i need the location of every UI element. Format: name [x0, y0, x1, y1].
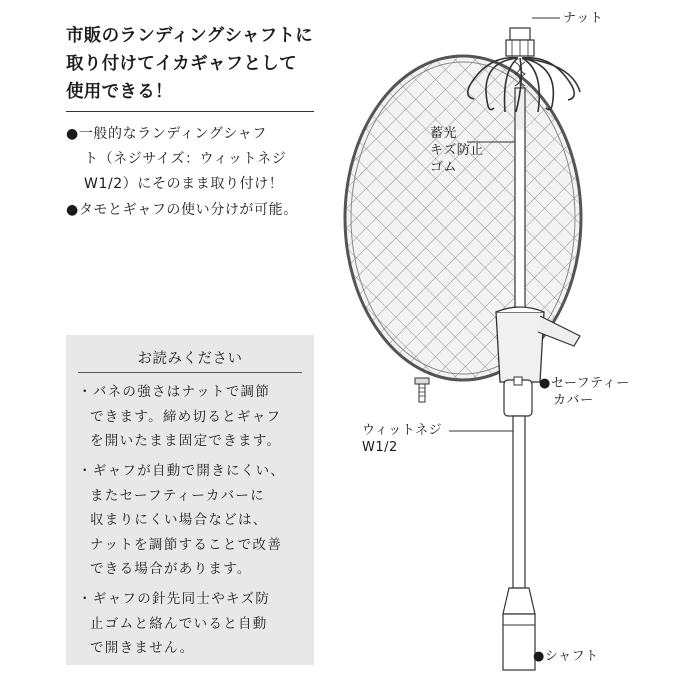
callout-line: ゴム [430, 160, 458, 175]
nut-icon [506, 28, 534, 56]
callout-line: カバー [553, 393, 594, 408]
bullet-icon: ・ [78, 384, 93, 400]
note-text-line: ナットを調節することで改善 [90, 536, 283, 553]
callout-thread [362, 422, 442, 456]
note-text-line: を開いたまま固定できます。 [90, 433, 282, 449]
feature-text-line: 一般的なランディングシャフ [78, 126, 267, 142]
callout-line: W1/2 [362, 440, 398, 455]
hoop-bolt-icon [415, 378, 429, 402]
feature-text-line: W1/2）にそのまま取り付け！ [84, 176, 284, 192]
callout-safety-cover [539, 375, 630, 409]
bullet-icon: ● [66, 202, 79, 218]
headline-line: 使用できる！ [66, 82, 173, 102]
note-text-line: バネの強さはナットで調節 [92, 384, 271, 400]
note-text-line: ギャフの針先同士やキズ防 [92, 591, 271, 607]
bullet-icon: ・ [78, 591, 93, 607]
callout-nut: ナット [563, 11, 604, 26]
feature-text-line: タモとギャフの使い分けが可能。 [78, 202, 298, 218]
callout-line: ●セーフティー [539, 376, 630, 391]
callout-line: 蓄光 [430, 126, 458, 141]
note-text-line: 止ゴムと絡んでいると自動 [90, 615, 268, 632]
note-text-line: できる場合があります。 [90, 561, 252, 577]
notes-title: お読みください [137, 351, 243, 367]
note-text-line: またセーフティーカバーに [90, 487, 266, 504]
note-text-line: 収まりにくい場合などは、 [90, 512, 268, 528]
note-text-line: できます。締め切るとギャフ [90, 408, 282, 425]
bullet-icon: ● [66, 126, 79, 142]
callout-shaft: ●シャフト [533, 649, 599, 664]
bullet-icon: ・ [78, 463, 93, 479]
callout-line: キズ防止 [430, 143, 484, 158]
callout-rubber [430, 125, 484, 176]
note-text-line: ギャフが自動で開きにくい、 [92, 463, 286, 479]
note-text-line: で開きません。 [90, 640, 195, 656]
headline-line: 市販のランディングシャフトに [66, 26, 314, 46]
feature-text-line: ト（ネジサイズ：ウィットネジ [84, 151, 287, 167]
headline-line: 取り付けてイカギャフとして [66, 54, 297, 74]
callout-line: ウィットネジ [362, 423, 443, 438]
